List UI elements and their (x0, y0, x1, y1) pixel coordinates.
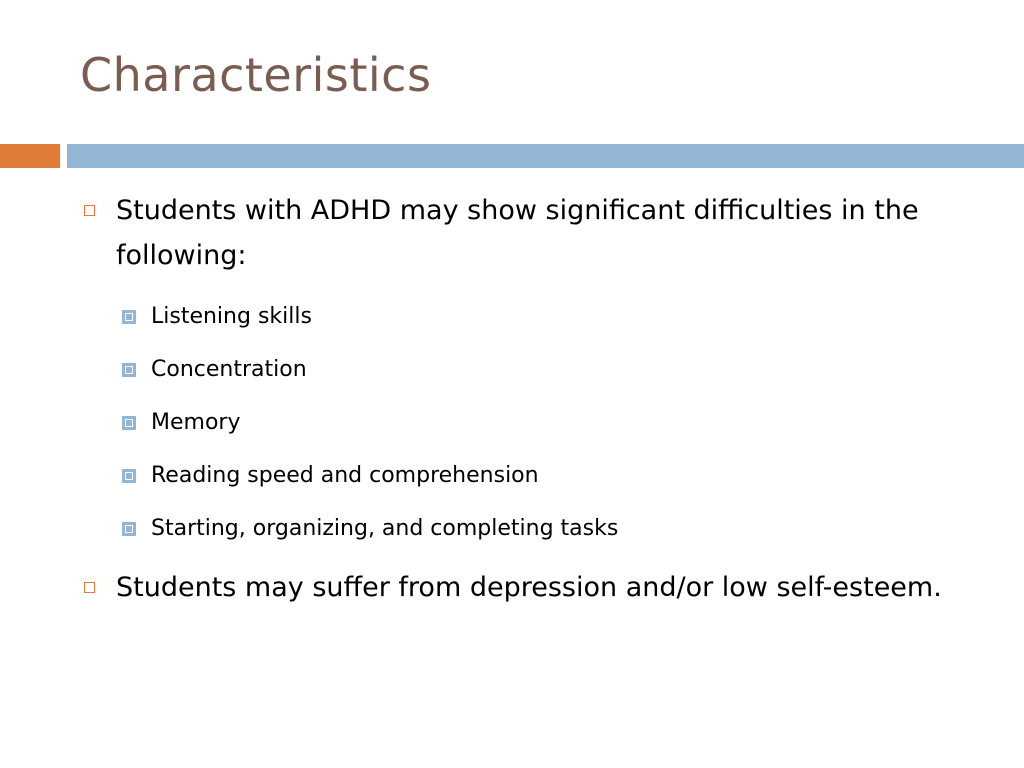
sub-bullet-list (80, 290, 990, 555)
bullet-item (80, 565, 990, 610)
bullet-item (80, 188, 990, 278)
sub-bullet-text: Concentration (151, 357, 307, 382)
square-bullet-icon (122, 416, 136, 430)
sub-bullet-item (80, 396, 990, 449)
sub-bullet-text: Memory (151, 410, 241, 435)
sub-bullet-text: Reading speed and comprehension (151, 463, 539, 488)
square-bullet-icon (122, 310, 136, 324)
square-bullet-icon (122, 469, 136, 483)
title-divider-bar (67, 144, 1024, 168)
square-bullet-icon (122, 522, 136, 536)
sub-bullet-item (80, 502, 990, 555)
bullet-text: Students may suffer from depression and/or low self-esteem. (116, 572, 942, 603)
sub-bullet-text: Listening skills (151, 304, 312, 329)
square-bullet-icon (84, 582, 95, 593)
sub-bullet-item (80, 290, 990, 343)
bullet-text: Students with ADHD may show significant difficulties in the following: (116, 195, 919, 271)
title-accent-bar (0, 144, 60, 168)
square-bullet-icon (84, 205, 95, 216)
sub-bullet-item (80, 449, 990, 502)
slide-body (80, 188, 990, 622)
sub-bullet-item (80, 343, 990, 396)
sub-bullet-text: Starting, organizing, and completing tasks (151, 516, 619, 541)
square-bullet-icon (122, 363, 136, 377)
slide-title: Characteristics (80, 48, 432, 102)
